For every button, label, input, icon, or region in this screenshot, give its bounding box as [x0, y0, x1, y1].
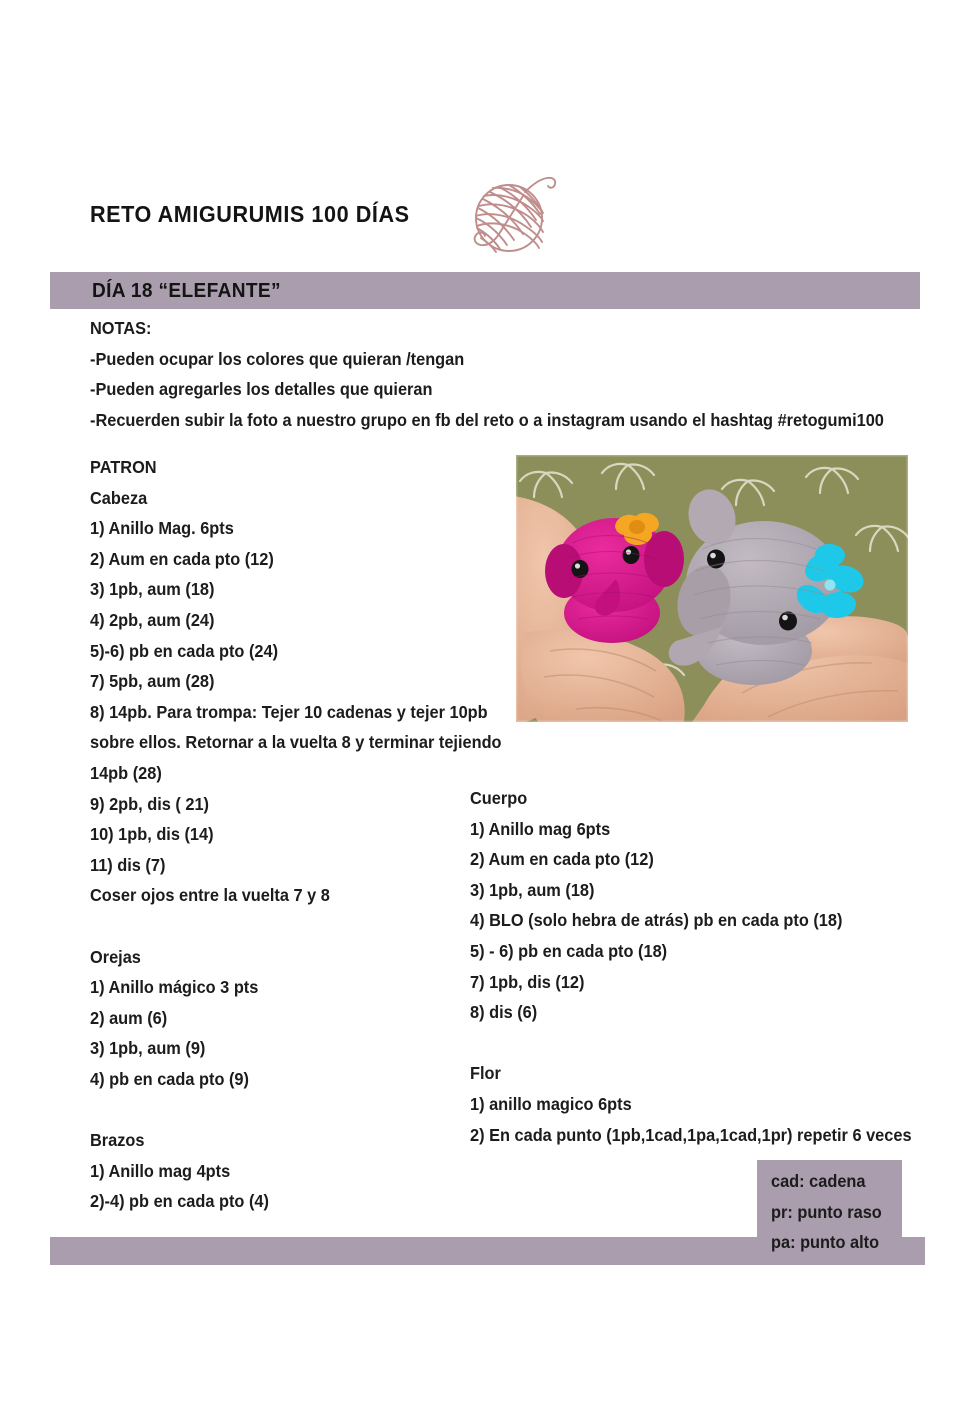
pattern-line: 8) dis (6)	[470, 1002, 538, 1023]
pattern-line: 2) Aum en cada pto (12)	[470, 849, 654, 870]
pattern-line: 5) - 6) pb en cada pto (18)	[470, 940, 668, 961]
spacer	[470, 1028, 920, 1059]
pattern-line: 2) En cada punto (1pb,1cad,1pa,1cad,1pr) repetir 6 veces	[470, 1124, 912, 1145]
pattern-line: 10) 1pb, dis (14)	[90, 824, 214, 845]
pattern-line: 1) Anillo Mag. 6pts	[90, 518, 234, 539]
pattern-line: 8) 14pb. Para trompa: Tejer 10 cadenas y tejer 10pb	[90, 701, 488, 722]
spacer	[90, 911, 510, 942]
day-title-band	[50, 272, 920, 309]
pattern-line: 5)-6) pb en cada pto (24)	[90, 640, 279, 661]
pattern-line: 9) 2pb, dis ( 21)	[90, 793, 209, 814]
pattern-line: 2) Aum en cada pto (12)	[90, 548, 274, 569]
note-line: -Pueden agregarles los detalles que quieran	[90, 379, 433, 400]
spacer	[90, 1094, 510, 1125]
legend-line: pa: punto alto	[771, 1232, 880, 1253]
note-line: -Pueden ocupar los colores que quieran /tengan	[90, 348, 465, 369]
notes-section	[90, 313, 920, 435]
pattern-line: Coser ojos entre la vuelta 7 y 8	[90, 885, 330, 906]
elephant-amigurumi-photo	[516, 455, 908, 722]
legend-line: pr: punto raso	[771, 1201, 882, 1222]
pattern-line: 3) 1pb, aum (18)	[470, 879, 595, 900]
pattern-line: 14pb (28)	[90, 762, 162, 783]
pattern-line: Orejas	[90, 946, 141, 967]
pattern-line: Cuerpo	[470, 788, 528, 808]
pattern-line: sobre ellos. Retornar a la vuelta 8 y terminar tejiendo	[90, 732, 502, 753]
yarn-ball-with-crochet-hook-icon	[437, 172, 559, 256]
pattern-line: 2) aum (6)	[90, 1007, 168, 1028]
document-header	[90, 168, 520, 260]
pattern-line: 11) dis (7)	[90, 854, 166, 875]
legend-line: cad: cadena	[771, 1171, 866, 1191]
pattern-column-left	[90, 452, 510, 1217]
pattern-line: PATRON	[90, 457, 157, 477]
pattern-line: 7) 1pb, dis (12)	[470, 971, 585, 992]
pattern-line: Cabeza	[90, 487, 148, 508]
pattern-line: 3) 1pb, aum (18)	[90, 579, 215, 600]
pattern-line: 4) pb en cada pto (9)	[90, 1068, 249, 1089]
pattern-line: Brazos	[90, 1130, 145, 1151]
pattern-line: 1) anillo magico 6pts	[470, 1093, 632, 1114]
abbreviation-legend-box	[757, 1160, 902, 1260]
pattern-line: 4) BLO (solo hebra de atrás) pb en cada pto (18)	[470, 910, 843, 931]
pattern-line: 3) 1pb, aum (9)	[90, 1038, 206, 1059]
pattern-line: 4) 2pb, aum (24)	[90, 609, 215, 630]
day-title: DÍA 18 “ELEFANTE”	[92, 278, 281, 302]
pattern-line: 1) Anillo mágico 3 pts	[90, 977, 259, 998]
pattern-column-right	[470, 783, 920, 1150]
pattern-line: 2)-4) pb en cada pto (4)	[90, 1191, 269, 1212]
note-line: -Recuerden subir la foto a nuestro grupo en fb del reto o a instagram usando el hashtag #retogumi100	[90, 409, 884, 430]
pattern-line: 1) Anillo mag 6pts	[470, 818, 611, 839]
pattern-line: Flor	[470, 1063, 501, 1084]
pattern-line: 1) Anillo mag 4pts	[90, 1160, 231, 1181]
page-title: RETO AMIGURUMIS 100 DÍAS	[90, 200, 410, 227]
notes-heading: NOTAS:	[90, 318, 152, 338]
pattern-line: 7) 5pb, aum (28)	[90, 671, 215, 692]
